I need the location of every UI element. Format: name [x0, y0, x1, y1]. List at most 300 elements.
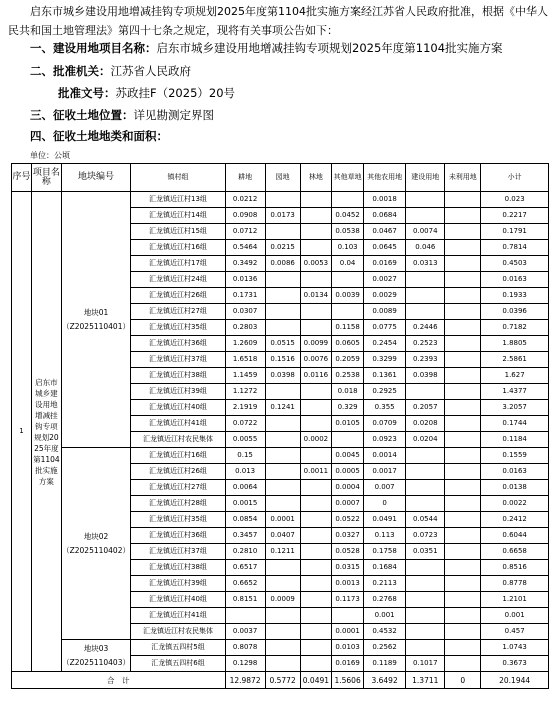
area-cell: 0.0074: [406, 224, 445, 240]
header-unused: 未利用地: [445, 164, 481, 192]
area-cell: 2.1919: [225, 400, 265, 416]
total-cell: 0.5772: [265, 672, 300, 689]
area-cell: 0.046: [406, 240, 445, 256]
area-cell: [445, 320, 481, 336]
area-cell: [445, 224, 481, 240]
area-cell: [300, 592, 332, 608]
area-cell: [406, 192, 445, 208]
area-cell: 1.0743: [481, 640, 549, 656]
village-cell: 汇龙镇近江村39组: [131, 384, 225, 400]
header-other-agri: 其他农用地: [363, 164, 405, 192]
area-cell: 1.8805: [481, 336, 549, 352]
area-cell: 0.0351: [406, 544, 445, 560]
area-cell: 0.0076: [300, 352, 332, 368]
area-cell: [406, 576, 445, 592]
total-cell: 0.0491: [300, 672, 332, 689]
area-cell: 0.2768: [363, 592, 405, 608]
area-cell: 0.0009: [265, 592, 300, 608]
area-cell: [406, 304, 445, 320]
area-cell: [300, 304, 332, 320]
area-cell: 1.4377: [481, 384, 549, 400]
village-cell: 汇龙镇近江村38组: [131, 368, 225, 384]
area-cell: 0.0001: [332, 624, 364, 640]
area-cell: 0.0398: [265, 368, 300, 384]
village-cell: 汇龙镇近江村27组: [131, 480, 225, 496]
area-cell: 0.0491: [363, 512, 405, 528]
area-cell: 1.1459: [225, 368, 265, 384]
area-cell: 0.7814: [481, 240, 549, 256]
area-cell: [445, 416, 481, 432]
village-cell: 汇龙镇近江村15组: [131, 224, 225, 240]
area-cell: [445, 560, 481, 576]
area-cell: 0.0001: [265, 512, 300, 528]
village-cell: 汇龙镇近江村28组: [131, 496, 225, 512]
location-label: 三、征收土地位置：: [30, 108, 134, 122]
area-cell: 0.3457: [225, 528, 265, 544]
approval-number-label: 批准文号：: [58, 86, 116, 100]
header-garden: 园地: [265, 164, 300, 192]
area-cell: [265, 560, 300, 576]
area-cell: [265, 656, 300, 672]
area-cell: [445, 464, 481, 480]
area-cell: [300, 224, 332, 240]
area-cell: [265, 432, 300, 448]
area-cell: [225, 608, 265, 624]
parcel-code-cell: 地块02（Z2025110402）: [61, 448, 131, 640]
area-cell: 0.0002: [300, 432, 332, 448]
table-row: [12, 640, 549, 656]
village-cell: 汇龙镇近江村16组: [131, 240, 225, 256]
area-cell: 0.355: [363, 400, 405, 416]
area-cell: [445, 336, 481, 352]
area-cell: [445, 400, 481, 416]
area-cell: [332, 192, 364, 208]
approval-authority-value: 江苏省人民政府: [110, 64, 191, 78]
area-cell: 0.1184: [481, 432, 549, 448]
area-cell: [300, 560, 332, 576]
area-cell: 2.5861: [481, 352, 549, 368]
item-approval-authority: [30, 63, 191, 79]
project-name-value: 启东市城乡建设用地增减挂钩专项规划2025年度第1104批实施方案: [156, 41, 503, 55]
area-cell: 0.0208: [406, 416, 445, 432]
area-cell: 0.1731: [225, 288, 265, 304]
area-cell: 0.0327: [332, 528, 364, 544]
area-cell: 0.0775: [363, 320, 405, 336]
header-seq: 序号: [12, 164, 32, 192]
area-cell: 0.1791: [481, 224, 549, 240]
area-cell: 0.0099: [300, 336, 332, 352]
area-cell: [300, 448, 332, 464]
village-cell: 汇龙镇近江村35组: [131, 320, 225, 336]
area-cell: 0.2217: [481, 208, 549, 224]
area-cell: [406, 288, 445, 304]
area-cell: 0.2059: [332, 352, 364, 368]
area-cell: [265, 608, 300, 624]
total-cell: 1.5606: [332, 672, 364, 689]
area-cell: [445, 608, 481, 624]
area-cell: 0.7182: [481, 320, 549, 336]
area-cell: [300, 576, 332, 592]
area-cell: 0.023: [481, 192, 549, 208]
area-cell: 0.457: [481, 624, 549, 640]
area-cell: 0.0528: [332, 544, 364, 560]
area-cell: 0.0027: [363, 272, 405, 288]
area-cell: 0.1744: [481, 416, 549, 432]
area-cell: 0.0522: [332, 512, 364, 528]
area-cell: 0.0709: [363, 416, 405, 432]
area-cell: [265, 576, 300, 592]
village-cell: 汇龙镇近江村40组: [131, 592, 225, 608]
area-cell: 0.0134: [300, 288, 332, 304]
area-cell: 0.0605: [332, 336, 364, 352]
area-cell: [332, 432, 364, 448]
location-value: 详见勘测定界图: [133, 108, 214, 122]
area-cell: [265, 480, 300, 496]
area-cell: 0.0005: [332, 464, 364, 480]
area-cell: [445, 656, 481, 672]
area-cell: 0.0452: [332, 208, 364, 224]
area-cell: [332, 608, 364, 624]
area-cell: 0.0013: [332, 576, 364, 592]
area-cell: 0.0315: [332, 560, 364, 576]
unit-label: 单位：公顷: [30, 151, 70, 160]
area-cell: 0.0398: [406, 368, 445, 384]
area-cell: 0.113: [363, 528, 405, 544]
area-cell: [300, 640, 332, 656]
total-label: 合 计: [12, 672, 226, 689]
village-cell: 汇龙镇近江村24组: [131, 272, 225, 288]
village-cell: 汇龙镇近江村39组: [131, 576, 225, 592]
area-cell: 0.2412: [481, 512, 549, 528]
area-cell: 0.8516: [481, 560, 549, 576]
area-cell: 0.1017: [406, 656, 445, 672]
area-cell: 0.1189: [363, 656, 405, 672]
total-cell: 3.6492: [363, 672, 405, 689]
area-cell: 0.0004: [332, 480, 364, 496]
area-cell: [332, 304, 364, 320]
area-cell: [445, 208, 481, 224]
area-cell: 0.0515: [265, 336, 300, 352]
village-cell: 汇龙镇五四村5组: [131, 640, 225, 656]
area-cell: [300, 496, 332, 512]
area-cell: 0.0045: [332, 448, 364, 464]
area-cell: [445, 240, 481, 256]
area-cell: 0.0544: [406, 512, 445, 528]
village-cell: 汇龙镇近江村26组: [131, 464, 225, 480]
area-cell: 0.5464: [225, 240, 265, 256]
village-cell: 汇龙镇近江村14组: [131, 208, 225, 224]
village-cell: 汇龙镇近江村36组: [131, 528, 225, 544]
area-cell: 0.0684: [363, 208, 405, 224]
item-approval-number: [58, 85, 235, 101]
area-cell: 0.1758: [363, 544, 405, 560]
area-cell: 0.001: [363, 608, 405, 624]
village-cell: 汇龙镇五四村6组: [131, 656, 225, 672]
area-cell: 0.3673: [481, 656, 549, 672]
village-cell: 汇龙镇近江村36组: [131, 336, 225, 352]
area-cell: 0.0105: [332, 416, 364, 432]
area-cell: 0.0018: [363, 192, 405, 208]
area-cell: 0.0014: [363, 448, 405, 464]
area-cell: [265, 384, 300, 400]
area-cell: 0.1684: [363, 560, 405, 576]
area-cell: 1.627: [481, 368, 549, 384]
project-name-label: 一、建设用地项目名称：: [30, 41, 157, 55]
area-cell: 0.0039: [332, 288, 364, 304]
area-cell: [406, 592, 445, 608]
area-cell: [445, 592, 481, 608]
area-cell: [300, 400, 332, 416]
area-cell: 0.15: [225, 448, 265, 464]
area-cell: 0.1241: [265, 400, 300, 416]
area-cell: 0.0086: [265, 256, 300, 272]
area-cell: [300, 240, 332, 256]
total-cell: 0: [445, 672, 481, 689]
area-cell: 0.0053: [300, 256, 332, 272]
village-cell: 汇龙镇近江村13组: [131, 192, 225, 208]
area-cell: 0.0136: [225, 272, 265, 288]
area-cell: [265, 416, 300, 432]
area-cell: 0.0212: [225, 192, 265, 208]
total-cell: 1.3711: [406, 672, 445, 689]
area-cell: 0.2803: [225, 320, 265, 336]
header-forest: 林地: [300, 164, 332, 192]
area-cell: [265, 192, 300, 208]
area-cell: 0.4503: [481, 256, 549, 272]
area-cell: [445, 576, 481, 592]
area-cell: [445, 528, 481, 544]
area-cell: [445, 480, 481, 496]
area-cell: [300, 480, 332, 496]
area-cell: 1.6518: [225, 352, 265, 368]
area-cell: 0.8078: [225, 640, 265, 656]
area-cell: [300, 272, 332, 288]
area-cell: 0.6658: [481, 544, 549, 560]
area-cell: [265, 272, 300, 288]
area-cell: [300, 416, 332, 432]
area-cell: 0.0173: [265, 208, 300, 224]
header-subtotal: 小计: [481, 164, 549, 192]
parcel-code-cell: 地块01（Z2025110401）: [61, 192, 131, 448]
area-cell: 0.0055: [225, 432, 265, 448]
area-cell: 0.2810: [225, 544, 265, 560]
area-cell: 0.0029: [363, 288, 405, 304]
village-cell: 汇龙镇近江村27组: [131, 304, 225, 320]
area-cell: 0.0712: [225, 224, 265, 240]
area-cell: 0.0064: [225, 480, 265, 496]
area-cell: [445, 640, 481, 656]
area-cell: [406, 448, 445, 464]
area-cell: [406, 608, 445, 624]
area-cell: [445, 352, 481, 368]
area-cell: [300, 208, 332, 224]
area-cell: 0.6517: [225, 560, 265, 576]
village-cell: 汇龙镇近江村农民集体: [131, 624, 225, 640]
area-cell: 0.6044: [481, 528, 549, 544]
area-cell: 0.3492: [225, 256, 265, 272]
area-cell: [445, 448, 481, 464]
area-cell: [300, 384, 332, 400]
area-cell: 0.103: [332, 240, 364, 256]
area-cell: 0.2454: [363, 336, 405, 352]
approval-authority-label: 二、批准机关：: [30, 64, 111, 78]
item-project-name: [30, 40, 503, 56]
area-cell: 0.0015: [225, 496, 265, 512]
area-cell: 0.0169: [332, 656, 364, 672]
area-cell: 0.3299: [363, 352, 405, 368]
total-cell: 12.9872: [225, 672, 265, 689]
area-cell: 0.0007: [332, 496, 364, 512]
village-cell: 汇龙镇近江村35组: [131, 512, 225, 528]
area-cell: 0.1559: [481, 448, 549, 464]
area-cell: [406, 208, 445, 224]
area-cell: [445, 512, 481, 528]
area-cell: [300, 512, 332, 528]
village-cell: 汇龙镇近江村17组: [131, 256, 225, 272]
area-cell: 0.0645: [363, 240, 405, 256]
area-cell: [406, 560, 445, 576]
village-cell: 汇龙镇近江村26组: [131, 288, 225, 304]
area-cell: [265, 304, 300, 320]
intro-paragraph: 启东市城乡建设用地增减挂钩专项规划2025年度第1104批实施方案经江苏省人民政府批准，根据《中华人民共和国土地管理法》第四十七条之规定，现将有关事项公告如下：: [8, 5, 548, 37]
area-cell: 0.0923: [363, 432, 405, 448]
area-cell: 0.001: [481, 608, 549, 624]
area-cell: [300, 528, 332, 544]
area-cell: 0.1933: [481, 288, 549, 304]
village-cell: 汇龙镇近江村16组: [131, 448, 225, 464]
area-cell: 0.0163: [481, 464, 549, 480]
area-cell: 0.0163: [481, 272, 549, 288]
area-cell: 0.2113: [363, 576, 405, 592]
area-cell: [445, 288, 481, 304]
table-row: [12, 448, 549, 464]
area-cell: 0.0538: [332, 224, 364, 240]
area-cell: [300, 656, 332, 672]
village-cell: 汇龙镇近江村40组: [131, 400, 225, 416]
header-construction: 建设用地: [406, 164, 445, 192]
area-cell: 0.0313: [406, 256, 445, 272]
area-cell: 0.1173: [332, 592, 364, 608]
area-cell: [265, 624, 300, 640]
area-cell: 0.2538: [332, 368, 364, 384]
area-cell: [300, 192, 332, 208]
area-cell: [265, 448, 300, 464]
area-cell: 0.018: [332, 384, 364, 400]
area-cell: [445, 384, 481, 400]
area-cell: [406, 496, 445, 512]
area-cell: [406, 272, 445, 288]
area-cell: 0.0204: [406, 432, 445, 448]
area-cell: 0.0037: [225, 624, 265, 640]
village-cell: 汇龙镇近江村37组: [131, 352, 225, 368]
area-cell: 3.2057: [481, 400, 549, 416]
seq-cell: 1: [12, 192, 32, 672]
area-cell: 0.0467: [363, 224, 405, 240]
area-cell: [265, 288, 300, 304]
area-cell: [406, 464, 445, 480]
approval-number-value: 苏政挂F（2025）20号: [115, 86, 236, 100]
area-cell: [406, 624, 445, 640]
area-cell: 0.0307: [225, 304, 265, 320]
area-cell: 0.007: [363, 480, 405, 496]
area-cell: 0.0908: [225, 208, 265, 224]
total-cell: 20.1944: [481, 672, 549, 689]
header-arable: 耕地: [225, 164, 265, 192]
area-cell: 0.0723: [406, 528, 445, 544]
area-cell: [406, 480, 445, 496]
area-cell: 1.2101: [481, 592, 549, 608]
area-cell: 0.0138: [481, 480, 549, 496]
header-project: 项目名称: [32, 164, 62, 192]
area-cell: 0.0011: [300, 464, 332, 480]
area-cell: 0.8151: [225, 592, 265, 608]
village-cell: 汇龙镇近江村41组: [131, 608, 225, 624]
area-cell: 0.2057: [406, 400, 445, 416]
area-cell: 0.1516: [265, 352, 300, 368]
area-cell: 0.0169: [363, 256, 405, 272]
area-cell: [265, 320, 300, 336]
area-cell: [300, 544, 332, 560]
area-cell: 1.2609: [225, 336, 265, 352]
area-cell: 0.1298: [225, 656, 265, 672]
area-cell: [406, 640, 445, 656]
area-cell: [445, 624, 481, 640]
area-cell: [300, 320, 332, 336]
area-cell: 0.2393: [406, 352, 445, 368]
area-cell: 0.2562: [363, 640, 405, 656]
area-cell: [265, 496, 300, 512]
area-cell: [265, 640, 300, 656]
table-header-row: [12, 164, 549, 192]
area-cell: [265, 224, 300, 240]
item-location: [30, 107, 214, 123]
area-cell: 0.6652: [225, 576, 265, 592]
project-name-cell: 启东市城乡建设用地增减挂钩专项规划2025年度第1104批实施方案: [32, 192, 62, 672]
area-cell: 0.0854: [225, 512, 265, 528]
village-cell: 汇龙镇近江村41组: [131, 416, 225, 432]
area-cell: [445, 496, 481, 512]
area-cell: [265, 464, 300, 480]
area-cell: [445, 192, 481, 208]
area-cell: [445, 304, 481, 320]
village-cell: 汇龙镇近江村38组: [131, 560, 225, 576]
area-cell: 0.0722: [225, 416, 265, 432]
area-cell: [332, 272, 364, 288]
area-cell: 0.1158: [332, 320, 364, 336]
area-cell: 0.2446: [406, 320, 445, 336]
area-cell: 0.4532: [363, 624, 405, 640]
area-cell: 0.329: [332, 400, 364, 416]
area-cell: [445, 368, 481, 384]
area-cell: 0.0103: [332, 640, 364, 656]
area-cell: [445, 432, 481, 448]
land-types-label: 四、征收土地地类和面积：: [30, 129, 168, 143]
area-cell: [300, 624, 332, 640]
area-cell: 0.0022: [481, 496, 549, 512]
area-cell: 0.0116: [300, 368, 332, 384]
area-cell: 0.0017: [363, 464, 405, 480]
area-cell: 0.04: [332, 256, 364, 272]
area-cell: [445, 544, 481, 560]
area-cell: 1.1272: [225, 384, 265, 400]
area-cell: [445, 256, 481, 272]
area-cell: 0.2523: [406, 336, 445, 352]
village-cell: 汇龙镇近江村37组: [131, 544, 225, 560]
area-cell: 0.0089: [363, 304, 405, 320]
area-cell: 0.1211: [265, 544, 300, 560]
village-cell: 汇龙镇近江村农民集体: [131, 432, 225, 448]
area-cell: 0.1361: [363, 368, 405, 384]
